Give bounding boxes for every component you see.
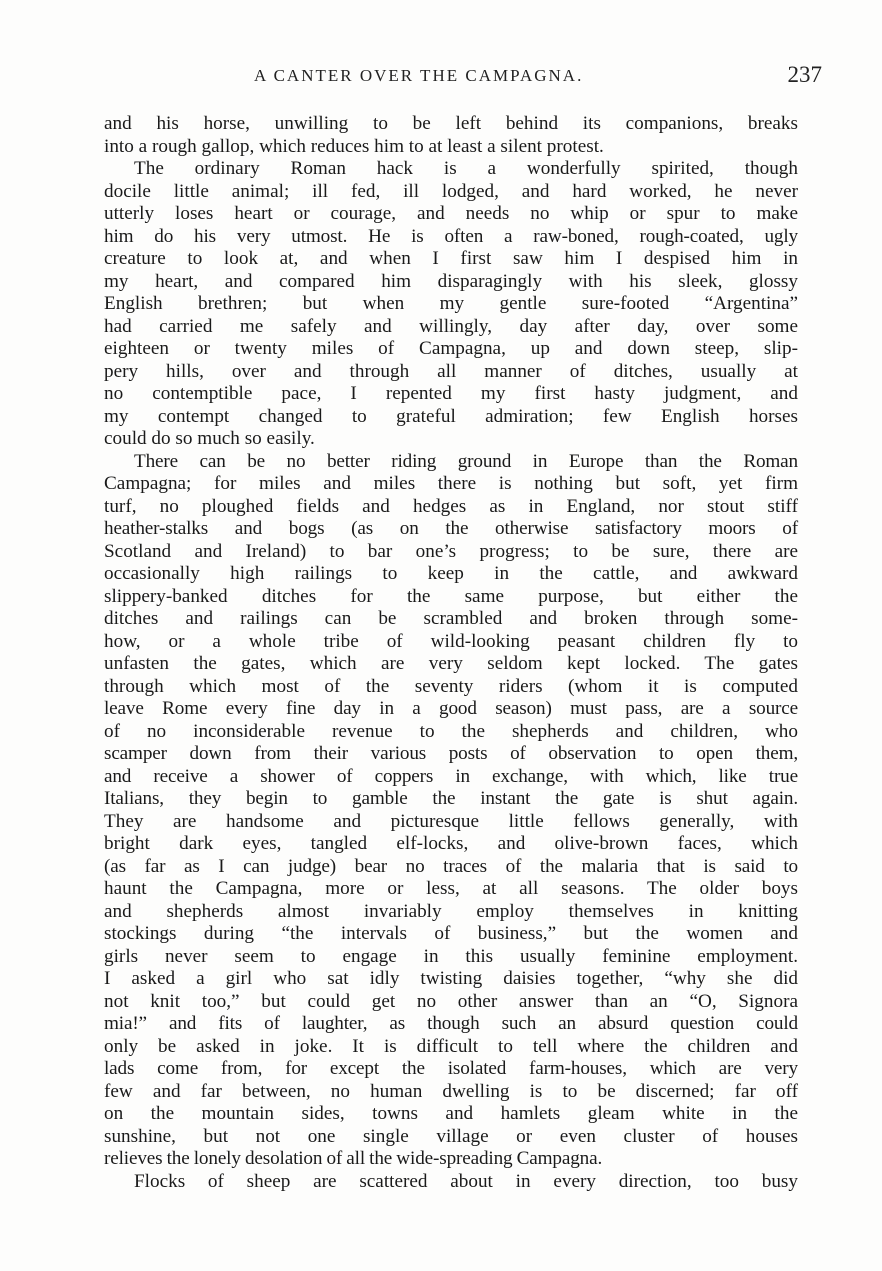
text-line: into a rough gallop, which reduces him to at least a silent protest. [104, 135, 604, 157]
text-line: Campagna; for miles and miles there is nothing but soft, yet firm [104, 473, 798, 494]
text-line: lads come from, for except the isolated farm-houses, which are very [104, 1058, 798, 1079]
body-text [104, 113, 798, 1193]
text-line: eighteen or twenty miles of Campagna, up and down steep, slip- [104, 338, 798, 359]
page-number: 237 [787, 62, 822, 87]
text-line: Scotland and Ireland) to bar one’s progress; to be sure, there are [104, 540, 798, 562]
text-line: unfasten the gates, which are very seldom kept locked. The gates [104, 653, 798, 674]
running-title: A CANTER OVER THE CAMPAGNA. [254, 66, 584, 85]
paragraph-first-line: There can be no better riding ground in Europe than the Roman [134, 450, 798, 472]
running-head [104, 62, 822, 92]
text-line: mia!” and fits of laughter, as though such an absurd question could [104, 1013, 798, 1034]
text-line: only be asked in joke. It is difficult to tell where the children and [104, 1035, 798, 1057]
text-line: not knit too,” but could get no other answer than an “O, Signora [104, 990, 798, 1012]
text-line: and receive a shower of coppers in exchange, with which, like true [104, 765, 798, 787]
text-line: turf, no ploughed fields and hedges as in England, nor stout stiff [104, 495, 798, 517]
text-line: and his horse, unwilling to be left behind its companions, breaks [104, 113, 798, 134]
text-line: on the mountain sides, towns and hamlets gleam white in the [104, 1103, 798, 1124]
text-line: English brethren; but when my gentle sure-footed “Argentina” [104, 293, 798, 314]
paragraph-first-line: The ordinary Roman hack is a wonderfully spirited, though [134, 158, 798, 179]
text-line: heather-stalks and bogs (as on the otherwise satisfactory moors of [104, 518, 798, 539]
paragraph-first-line: Flocks of sheep are scattered about in every direction, too busy [134, 1170, 798, 1192]
text-line: relieves the lonely desolation of all the wide-spreading Campagna. [104, 1148, 603, 1169]
text-line: how, or a whole tribe of wild-looking peasant children fly to [104, 630, 798, 652]
text-line: creature to look at, and when I first saw him I despised him in [104, 248, 798, 269]
text-line: him do his very utmost. He is often a raw-boned, rough-coated, ugly [104, 225, 798, 247]
text-line: no contemptible pace, I repented my first hasty judgment, and [104, 383, 798, 404]
text-line: could do so much so easily. [104, 428, 315, 449]
text-line: slippery-banked ditches for the same purpose, but either the [104, 585, 798, 607]
text-line: my heart, and compared him disparagingly with his sleek, glossy [104, 270, 798, 292]
text-line: Italians, they begin to gamble the instant the gate is shut again. [104, 788, 798, 809]
text-line: utterly loses heart or courage, and needs no whip or spur to make [104, 203, 798, 224]
text-line: pery hills, over and through all manner of ditches, usually at [104, 360, 798, 382]
text-line: through which most of the seventy riders (whom it is computed [104, 675, 798, 697]
text-line: scamper down from their various posts of observation to open them, [104, 743, 798, 764]
text-line: of no inconsiderable revenue to the shepherds and children, who [104, 720, 798, 742]
text-line: (as far as I can judge) bear no traces of the malaria that is said to [104, 855, 798, 877]
text-line: leave Rome every fine day in a good season) must pass, are a source [104, 698, 798, 719]
text-line: girls never seem to engage in this usually feminine employment. [104, 945, 798, 967]
text-line: my contempt changed to grateful admiration; few English horses [104, 405, 798, 427]
text-line: I asked a girl who sat idly twisting daisies together, “why she did [104, 968, 798, 989]
text-line: They are handsome and picturesque little fellows generally, with [104, 810, 798, 832]
text-line: had carried me safely and willingly, day after day, over some [104, 315, 798, 337]
text-line: sunshine, but not one single village or even cluster of houses [104, 1125, 798, 1147]
text-line: few and far between, no human dwelling is to be discerned; far off [104, 1080, 798, 1102]
text-line: haunt the Campagna, more or less, at all seasons. The older boys [104, 878, 798, 899]
text-line: stockings during “the intervals of business,” but the women and [104, 923, 798, 944]
text-line: docile little animal; ill fed, ill lodged, and hard worked, he never [104, 180, 798, 202]
text-line: ditches and railings can be scrambled and broken through some- [104, 608, 798, 629]
text-line: bright dark eyes, tangled elf-locks, and olive-brown faces, which [104, 833, 798, 854]
text-line: occasionally high railings to keep in the cattle, and awkward [104, 563, 798, 584]
text-line: and shepherds almost invariably employ themselves in knitting [104, 900, 798, 922]
